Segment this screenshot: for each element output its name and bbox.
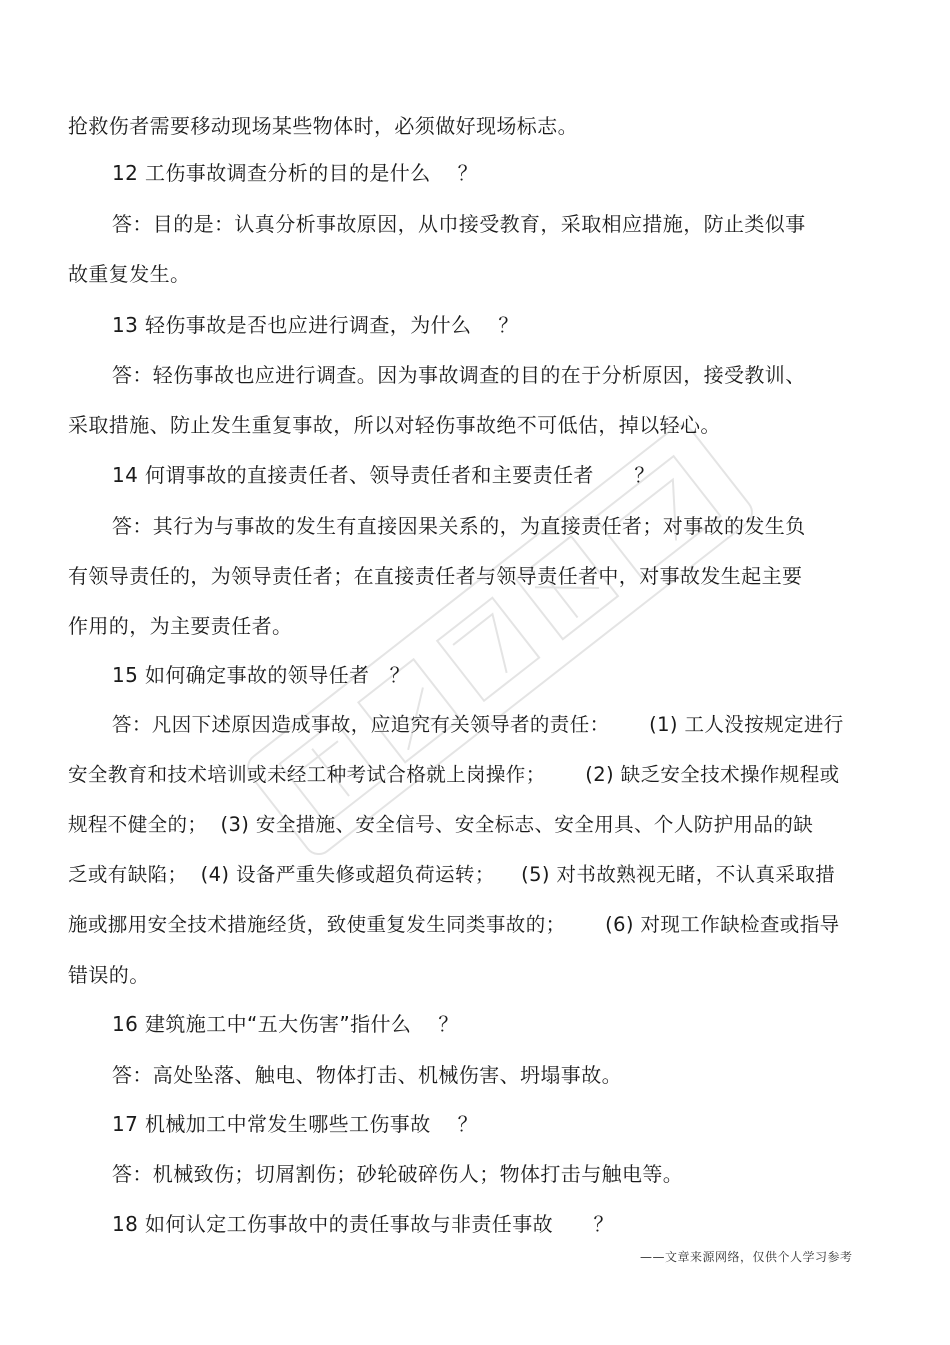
question-13: 13 轻伤事故是否也应进行调查，为什么 ？ (112, 313, 519, 337)
answer-14-line-3: 作用的，为主要责任者。 (68, 614, 293, 638)
footer-note: ——文章来源网络，仅供个人学习参考 (640, 1250, 853, 1264)
answer-15-line-4: 乏或有缺陷； (4) 设备严重失修或超负荷运转； (5) 对书故熟视无睹，不认真采取措 (68, 863, 836, 886)
answer-12-line-2: 故重复发生。 (68, 262, 191, 286)
question-12: 12 工伤事故调查分析的目的是什么 ？ (112, 161, 479, 185)
text-line-1: 抢救伤者需要移动现场某些物体时，必须做好现场标志。 (68, 114, 578, 138)
answer-14-line-1: 答：其行为与事故的发生有直接因果关系的，为直接责任者；对事故的发生负 (112, 514, 806, 538)
answer-15-line-3: 规程不健全的； (3) 安全措施、安全信号、安全标志、安全用具、个人防护用品的缺 (68, 813, 814, 836)
question-17: 17 机械加工中常发生哪些工伤事故 ？ (112, 1112, 479, 1136)
question-14: 14 何谓事故的直接责任者、领导责任者和主要责任者 ？ (112, 463, 655, 487)
answer-13-line-2: 采取措施、防止发生重复事故，所以对轻伤事故绝不可低估，掉以轻心。 (68, 413, 721, 437)
answer-16: 答：高处坠落、触电、物体打击、机械伤害、坍塌事故。 (112, 1063, 622, 1087)
question-15: 15 如何确定事故的领导任者 ？ (112, 663, 411, 687)
answer-12-line-1: 答：目的是：认真分析事故原因，从巾接受教育，采取相应措施，防止类似事 (112, 212, 806, 236)
answer-15-line-5: 施或挪用安全技术措施经货，致使重复发生同类事故的； (6) 对现工作缺检查或指导 (68, 913, 840, 936)
answer-15-line-6: 错误的。 (68, 963, 150, 987)
answer-15-line-1: 答：凡因下述原因造成事故，应追究有关领导者的责任： (1) 工人没按规定进行 (112, 713, 844, 736)
question-16: 16 建筑施工中“五大伤害”指什么 ？ (112, 1012, 459, 1036)
answer-15-line-2: 安全教育和技术培训或未经工种考试合格就上岗操作； (2) 缺乏安全技术操作规程或 (68, 763, 840, 786)
answer-17: 答：机械致伤；切屑割伤；砂轮破碎伤人；物体打击与触电等。 (112, 1162, 684, 1186)
answer-14-line-2: 有领导责任的，为领导责任者；在直接责任者与领导责任者中，对事故发生起主要 (68, 564, 803, 588)
answer-13-line-1: 答：轻伤事故也应进行调查。因为事故调查的目的在于分析原因，接受教训、 (112, 363, 806, 387)
question-18: 18 如何认定工伤事故中的责任事故与非责任事故 ？ (112, 1212, 614, 1236)
